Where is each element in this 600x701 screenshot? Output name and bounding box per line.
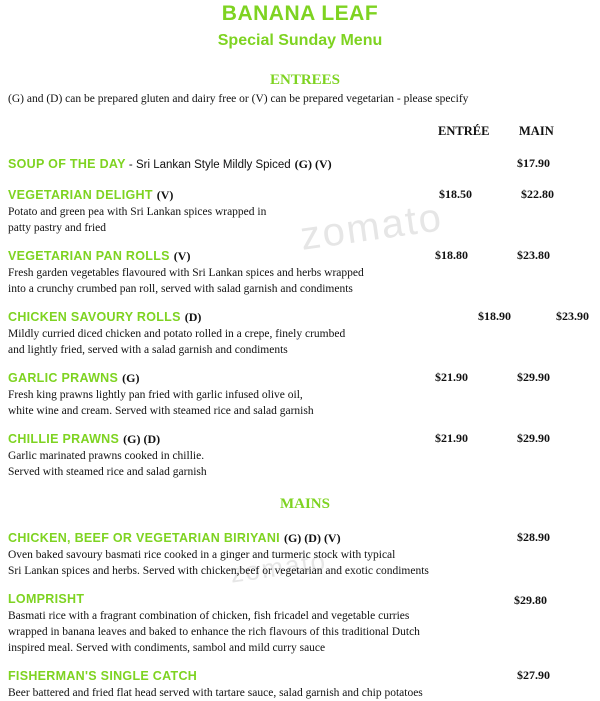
item-entree-price: $21.90 bbox=[435, 370, 468, 384]
item-description: Potato and green pea with Sri Lankan spices wrapped in patty pastry and fried bbox=[8, 206, 267, 234]
menu-item-lomprisht bbox=[8, 590, 598, 656]
item-price: $27.90 bbox=[517, 668, 550, 682]
mains-heading: MAINS bbox=[279, 496, 330, 512]
item-name: VEGETARIAN PAN ROLLS bbox=[8, 249, 170, 263]
item-inline-desc: - Sri Lankan Style Mildly Spiced bbox=[125, 159, 291, 171]
item-entree-price: $18.80 bbox=[435, 248, 468, 262]
dietary-note: (G) and (D) can be prepared gluten and dairy free or (V) can be prepared vegetarian - please specify bbox=[8, 93, 469, 105]
item-name: GARLIC PRAWNS bbox=[8, 371, 119, 385]
item-name: VEGETARIAN DELIGHT bbox=[8, 188, 153, 202]
item-main-price: $22.80 bbox=[521, 187, 554, 201]
menu-item-soup bbox=[8, 155, 598, 173]
column-header-entree: ENTRÉE bbox=[438, 124, 490, 138]
watermark-bottom: zomato bbox=[228, 545, 329, 589]
menu-subtitle: Special Sunday Menu bbox=[217, 32, 383, 49]
item-name: SOUP OF THE DAY bbox=[8, 157, 126, 171]
item-tags: (G) (D) bbox=[123, 432, 161, 446]
item-name: CHICKEN, BEEF OR VEGETARIAN BIRIYANI bbox=[8, 531, 280, 545]
menu-item-vegetarian-delight bbox=[8, 186, 598, 236]
item-main-price: $29.90 bbox=[517, 370, 550, 384]
item-tags: (G) (V) bbox=[294, 157, 332, 171]
item-description: Beer battered and fried flat head served with tartare sauce, salad garnish and chip potatoes bbox=[8, 687, 423, 699]
item-tags: (G) bbox=[122, 371, 140, 385]
item-price: $28.90 bbox=[517, 530, 550, 544]
item-tags: (V) bbox=[173, 249, 191, 263]
item-tags: (D) bbox=[184, 310, 202, 324]
item-main-price: $29.90 bbox=[517, 431, 550, 445]
item-entree-price: $18.90 bbox=[478, 309, 511, 323]
menu-item-biriyani bbox=[8, 529, 598, 579]
item-main-price: $23.80 bbox=[517, 248, 550, 262]
item-price: $29.80 bbox=[514, 593, 547, 607]
item-name: FISHERMAN'S SINGLE CATCH bbox=[8, 669, 198, 683]
item-tags: (G) (D) (V) bbox=[283, 531, 341, 545]
menu-item-chicken-savoury-rolls bbox=[8, 308, 598, 358]
item-description: Garlic marinated prawns cooked in chillie. Served with steamed rice and salad garnish bbox=[8, 450, 207, 478]
watermark-top: zomato bbox=[297, 195, 446, 259]
item-name: LOMPRISHT bbox=[8, 592, 85, 606]
item-entree-price: $18.50 bbox=[439, 187, 472, 201]
entrees-heading: ENTREES bbox=[269, 72, 341, 88]
item-tags: (V) bbox=[156, 188, 174, 202]
item-description: Fresh garden vegetables flavoured with Sri Lankan spices and herbs wrapped into a crunchy crumbed pan roll, served with salad garnish and condiments bbox=[8, 267, 364, 295]
restaurant-title: BANANA LEAF bbox=[221, 2, 379, 25]
item-description: Basmati rice with a fragrant combination of chicken, fish fricadel and vegetable curries wrapped in banana leaves and baked to enhance the rich flavours of this traditional Dutch inspired meal. Served with condiments, sambol and mild curry sauce bbox=[8, 610, 420, 654]
item-main-price: $17.90 bbox=[517, 156, 550, 170]
menu-item-garlic-prawns bbox=[8, 369, 598, 419]
item-description: Oven baked savoury basmati rice cooked in a ginger and turmeric stock with typical Sri Lankan spices and herbs. Served with chicken,beef or vegetarian and exotic condiments bbox=[8, 549, 429, 577]
item-description: Mildly curried diced chicken and potato rolled in a crepe, finely crumbed and lightly fried, served with a salad garnish and condiments bbox=[8, 328, 346, 356]
column-header-main: MAIN bbox=[519, 124, 554, 138]
menu-item-fishermans-single-catch bbox=[8, 667, 598, 701]
menu-item-vegetarian-pan-rolls bbox=[8, 247, 598, 297]
menu-item-chillie-prawns bbox=[8, 430, 598, 480]
item-description: Fresh king prawns lightly pan fried with garlic infused olive oil, white wine and cream. Served with steamed rice and salad garnish bbox=[8, 389, 314, 417]
item-name: CHICKEN SAVOURY ROLLS bbox=[8, 310, 181, 324]
item-entree-price: $21.90 bbox=[435, 431, 468, 445]
item-main-price: $23.90 bbox=[556, 309, 589, 323]
item-name: CHILLIE PRAWNS bbox=[8, 432, 120, 446]
